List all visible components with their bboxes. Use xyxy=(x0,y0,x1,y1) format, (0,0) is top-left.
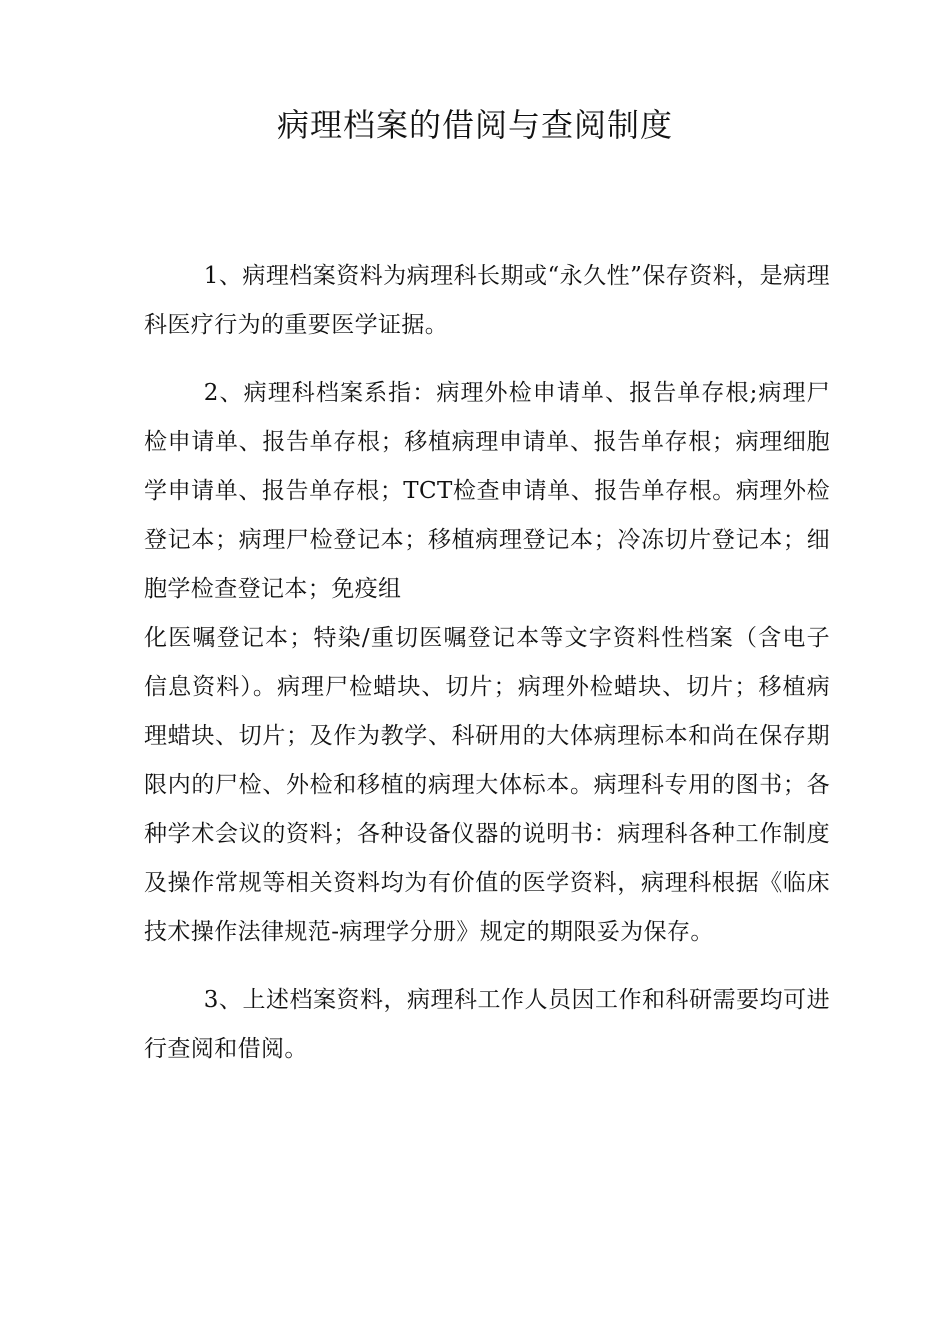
paragraph-2-text-part-2: 化医嘱登记本；特染/重切医嘱登记本等文字资料性档案（含电子信息资料）。病理尸检蜡块、切片；病理外检蜡块、切片；移植病理蜡块、切片；及作为教学、科研用的大体病理标本和尚在保存期限内的尸检、外检和移植的病理大体标本。病理科专用的图书；各种学术会议的资料；各种设备仪器的说明书：病理科各种工作制度及操作常规等相关资料均为有价值的医学资料，病理科根据《临床技术操作法律规范-病理学分册》规定的期限妥为保存。 xyxy=(144,625,830,945)
paragraph-1 xyxy=(144,252,830,350)
document-body xyxy=(144,252,830,1093)
paragraph-2 xyxy=(144,369,830,957)
paragraph-3 xyxy=(144,976,830,1074)
paragraph-2-text-part-1: 2、病理科档案系指：病理外检申请单、报告单存根;病理尸检申请单、报告单存根；移植病理申请单、报告单存根；病理细胞学申请单、报告单存根；TCT检查申请单、报告单存根。病理外检登记本；病理尸检登记本；移植病理登记本；冷冻切片登记本；细胞学检查登记本；免疫组 xyxy=(144,380,830,602)
paragraph-3-text: 3、上述档案资料，病理科工作人员因工作和科研需要均可进行查阅和借阅。 xyxy=(144,987,830,1062)
paragraph-1-text: 1、病理档案资料为病理科长期或“永久性”保存资料，是病理科医疗行为的重要医学证据。 xyxy=(144,263,830,338)
document-title: 病理档案的借阅与查阅制度 xyxy=(276,106,673,144)
